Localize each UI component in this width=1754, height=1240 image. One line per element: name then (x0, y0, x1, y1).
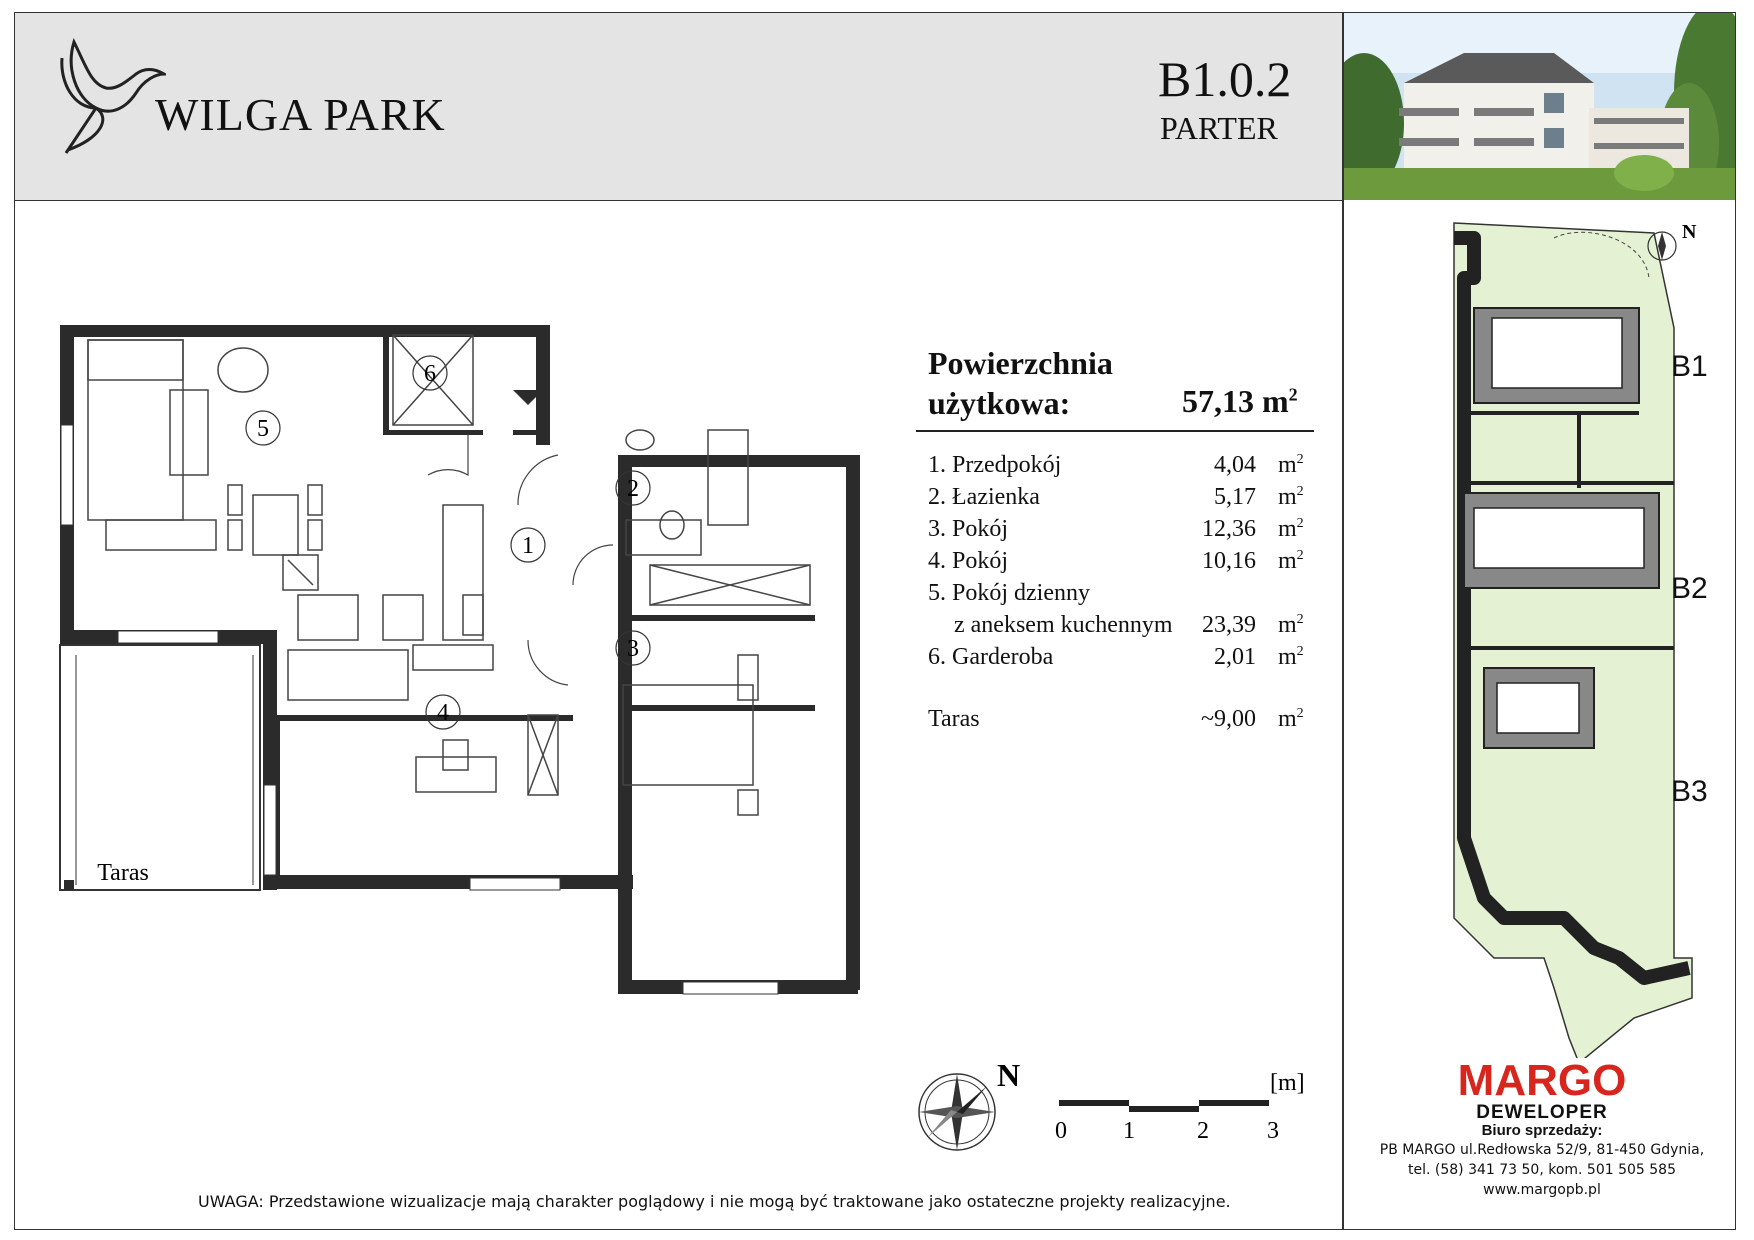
unit-code: B1.0.2 (1158, 51, 1292, 107)
developer-block (1352, 1058, 1732, 1200)
terrace-name: Taras (928, 706, 980, 732)
scale-bar (1055, 1068, 1315, 1148)
list-item (928, 612, 1308, 644)
room-value: 10,16 (1202, 548, 1256, 574)
office-label: Biuro sprzedaży: (1481, 1122, 1603, 1139)
terrace-value: ~9,00 (1201, 706, 1256, 732)
area-total-unit-sup: 2 (1288, 384, 1298, 405)
area-rule (916, 430, 1314, 432)
terrace-label: Taras (97, 860, 149, 886)
building-label-b2: B2 (1671, 572, 1708, 605)
room-unit: $m^2$ (1278, 612, 1304, 638)
room-value: 5,17 (1214, 484, 1256, 510)
room-name: 1. Przedpokój (928, 452, 1062, 478)
site-map (1444, 218, 1704, 1058)
building-label-b3: B3 (1671, 775, 1708, 808)
area-title (928, 343, 1113, 423)
list-item (928, 548, 1308, 580)
scale-tick-0: 0 (1055, 1118, 1067, 1144)
scale-tick-1: 1 (1123, 1118, 1135, 1144)
area-total-unit: m (1262, 383, 1289, 419)
room-name: 3. Pokój (928, 516, 1009, 542)
margo-logo: MARGO (1457, 1056, 1627, 1105)
compass-north-label: N (997, 1062, 1021, 1093)
office-phone: tel. (58) 341 73 50, kom. 501 505 585 (1407, 1162, 1676, 1178)
room-unit: $m^2$ (1278, 484, 1304, 510)
developer-sub: DEWELOPER (1476, 1102, 1608, 1123)
room-value: 4,04 (1214, 452, 1256, 478)
room-value: 2,01 (1214, 644, 1256, 670)
room-list (928, 452, 1308, 738)
scale-tick-2: 2 (1197, 1118, 1209, 1144)
room-number-5: 5 (257, 416, 269, 442)
terrace-row (928, 706, 1308, 738)
room-name: 2. Łazienka (928, 484, 1040, 510)
room-value: 12,36 (1202, 516, 1256, 542)
building-label-b1: B1 (1671, 350, 1708, 383)
furniture (88, 335, 810, 815)
terrace-unit: $m^2$ (1278, 706, 1304, 732)
room-unit: $m^2$ (1278, 644, 1304, 670)
room-value: 23,39 (1202, 612, 1256, 638)
room-name: 5. Pokój dzienny (928, 580, 1090, 606)
scale-unit: [m] (1270, 1070, 1305, 1096)
room-number-3: 3 (627, 636, 639, 662)
developer-website[interactable]: www.margopb.pl (1483, 1182, 1601, 1198)
brand-name: WILGA PARK (155, 89, 446, 140)
list-item (928, 484, 1308, 516)
sitemap-north-label: N (1682, 221, 1697, 243)
room-name: 4. Pokój (928, 548, 1009, 574)
building-photo (1344, 13, 1735, 200)
compass-rose-icon (915, 1062, 1030, 1162)
list-item (928, 580, 1308, 612)
room-unit: $m^2$ (1278, 452, 1304, 478)
room-name: 6. Garderoba (928, 644, 1054, 670)
area-title-line1: Powierzchnia (928, 345, 1113, 381)
office-address: PB MARGO ul.Redłowska 52/9, 81-450 Gdynia, (1379, 1142, 1705, 1158)
list-item (928, 452, 1308, 484)
floor-plan (58, 325, 878, 995)
list-item (928, 644, 1308, 676)
scale-tick-3: 3 (1267, 1118, 1279, 1144)
area-total-value: 57,13 (1182, 383, 1254, 419)
room-number-2: 2 (627, 476, 639, 502)
room-number-6: 6 (424, 361, 436, 387)
room-unit: $m^2$ (1278, 548, 1304, 574)
room-number-4: 4 (437, 700, 449, 726)
room-unit: $m^2$ (1278, 516, 1304, 542)
room-name: z aneksem kuchennym (954, 612, 1173, 638)
area-title-line2: użytkowa: (928, 385, 1071, 421)
floor-label: PARTER (1160, 110, 1278, 146)
bird-logo-icon (56, 38, 166, 158)
room-number-1: 1 (522, 533, 534, 559)
list-item (928, 516, 1308, 548)
disclaimer: UWAGA: Przedstawione wizualizacje mają charakter poglądowy i nie mogą być traktowane jako ostateczne projekty realizacyjne. (198, 1192, 1231, 1211)
area-total (1182, 383, 1298, 420)
